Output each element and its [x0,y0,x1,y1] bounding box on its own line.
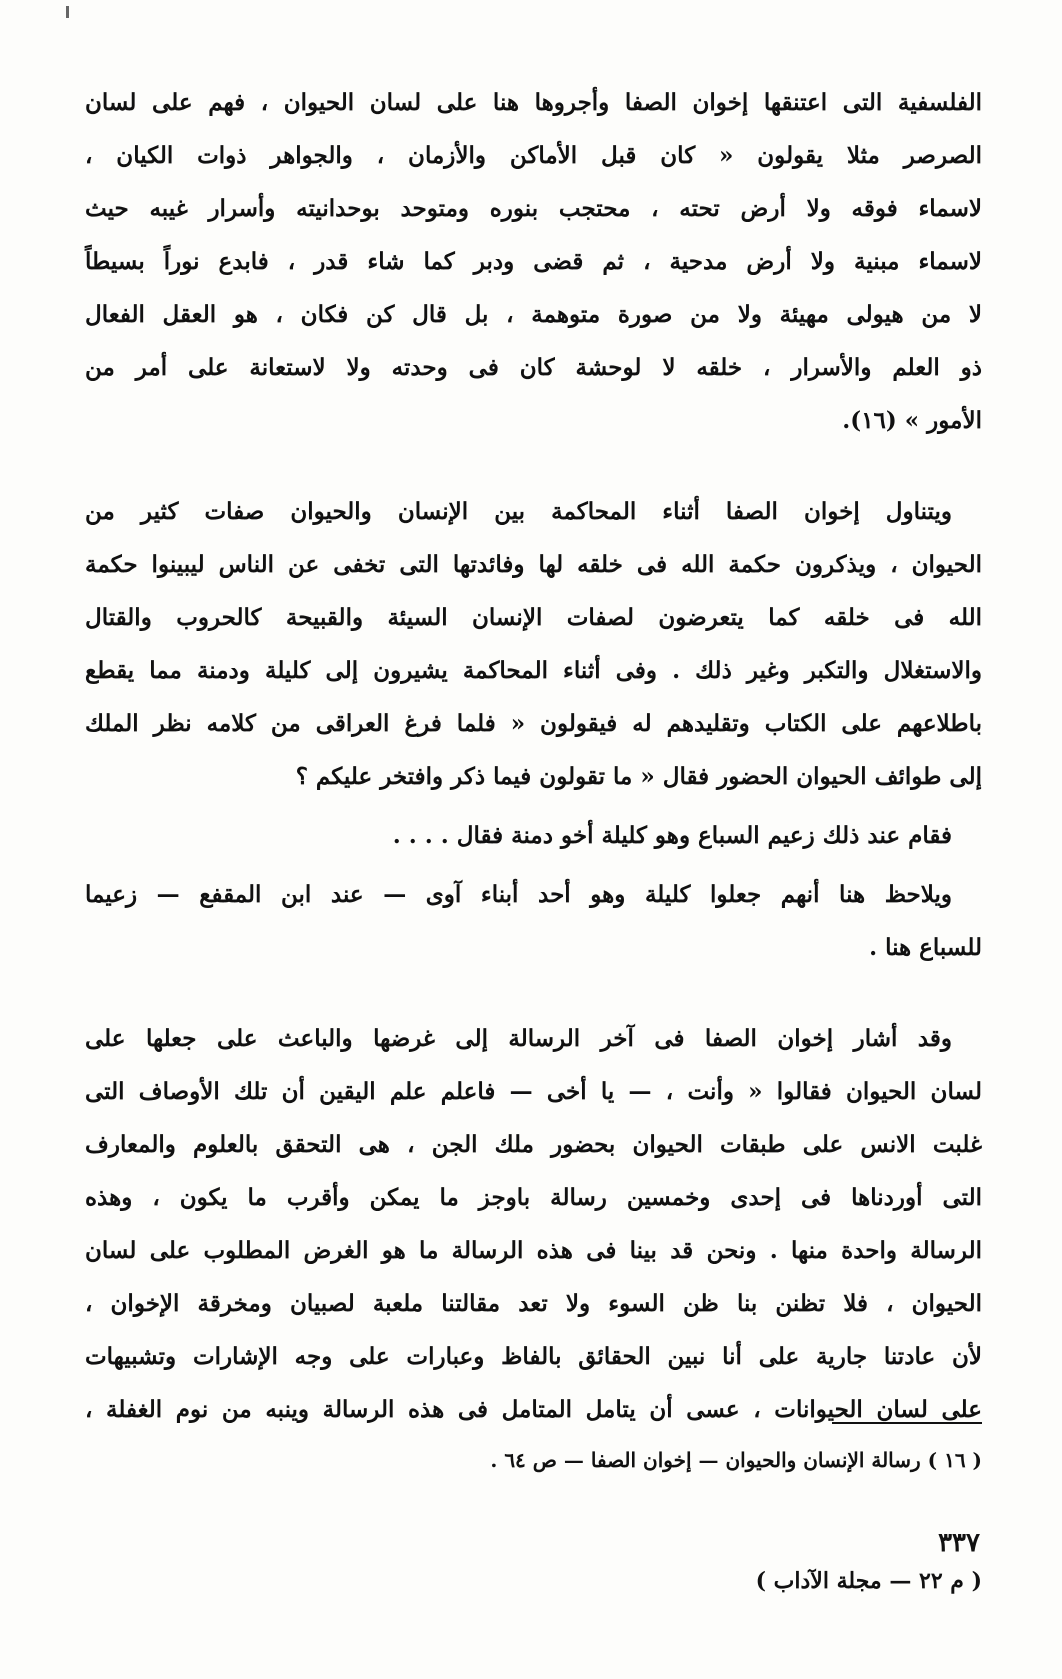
text-line: لا من هيولى مهيئة ولا من صورة متوهمة ، بل قال كن فكان ، هو العقل الفعال [85,301,982,328]
text-line: الأمور » (١٦). [842,407,982,434]
text-line: ذو العلم والأسرار ، خلقه لا لوحشة كان فى وحدته ولا لاستعانة على أمر من [85,354,982,381]
text-line: على لسان الحيوانات ، عسى أن يتامل المتامل فى هذه الرسالة وينبه من نوم الغفلة ، [85,1396,982,1423]
paragraph-3 [85,809,982,862]
text-line: ويلاحظ هنا أنهم جعلوا كليلة وهو أحد أبناء آوى — عند ابن المقفع — زعيما [85,881,952,908]
text-line: وقد أشار إخوان الصفا فى آخر الرسالة إلى غرضها والباعث على جعلها على [85,1025,952,1052]
paragraph-2 [85,485,982,803]
text-line: لاسماء مبنية ولا أرض مدحية ، ثم قضى ودبر كما شاء قدر ، فابدع نوراً بسيطاً [85,248,982,275]
text-line: التى أوردناها فى إحدى وخمسين رسالة باوجز ما يمكن وأقرب ما يكون ، وهذه [85,1184,982,1211]
text-line: والاستغلال والتكبر وغير ذلك . وفى أثناء المحاكمة يشيرون إلى كليلة ودمنة مما يقطع [85,657,982,684]
text-line: ويتناول إخوان الصفا أثناء المحاكمة بين الإنسان والحيوان صفات كثير من [85,498,952,525]
scan-mark [66,6,69,18]
text-line: غلبت الانس على طبقات الحيوان بحضور ملك الجن ، هى التحقق بالعلوم والمعارف [85,1131,982,1158]
text-line: فقام عند ذلك زعيم السباع وهو كليلة أخو دمنة فقال . . . . [392,822,952,849]
footnote-separator [832,1422,982,1424]
printer-signature: ( م ٢٢ — مجلة الآداب ) [755,1568,982,1594]
text-line: الصرصر مثلا يقولون « كان قبل الأماكن والأزمان ، والجواهر ذوات الكيان ، [85,142,982,169]
text-line: الحيوان ، ويذكرون حكمة الله فى خلقه لها وفائدتها التى تخفى عن الناس ليبينوا حكمة [85,551,982,578]
text-line: للسباع هنا . [869,934,982,961]
paragraph-5 [85,1012,982,1436]
text-line: الرسالة واحدة منها . ونحن قد بينا فى هذه الرسالة ما هو الغرض المطلوب على لسان [85,1237,982,1264]
paragraph-1 [85,76,982,447]
document-page [85,76,982,1656]
footnote: ( ١٦ ) رسالة الإنسان والحيوان — إخوان الصفا — ص ٦٤ . [490,1448,982,1472]
text-line: الله فى خلقه كما يتعرضون لصفات الإنسان السيئة والقبيحة كالحروب والقتال [85,604,982,631]
page-number: ٣٣٧ [938,1528,980,1558]
text-line: لاسماء فوقه ولا أرض تحته ، محتجب بنوره ومتوحد بوحدانيته وأسرار غيبه حيث [85,195,982,222]
text-line: لسان الحيوان فقالوا « وأنت ، — يا أخى — فاعلم علم اليقين أن تلك الأوصاف التى [85,1078,982,1105]
paragraph-4 [85,868,982,974]
text-line: الحيوان ، فلا تظنن بنا ظن السوء ولا تعد مقالتنا ملعبة لصبيان ومخرقة الإخوان ، [85,1290,982,1317]
text-line: إلى طوائف الحيوان الحضور فقال « ما تقولون فيما ذكر وافتخر عليكم ؟ [295,763,982,790]
text-line: لأن عادتنا جارية على أنا نبين الحقائق بالفاظ وعبارات على وجه الإشارات وتشبيهات [85,1343,982,1370]
text-line: باطلاعهم على الكتاب وتقليدهم له فيقولون « فلما فرغ العراقى من كلامه نظر الملك [85,710,982,737]
text-line: الفلسفية التى اعتنقها إخوان الصفا وأجروها هنا على لسان الحيوان ، فهم على لسان [85,89,982,116]
